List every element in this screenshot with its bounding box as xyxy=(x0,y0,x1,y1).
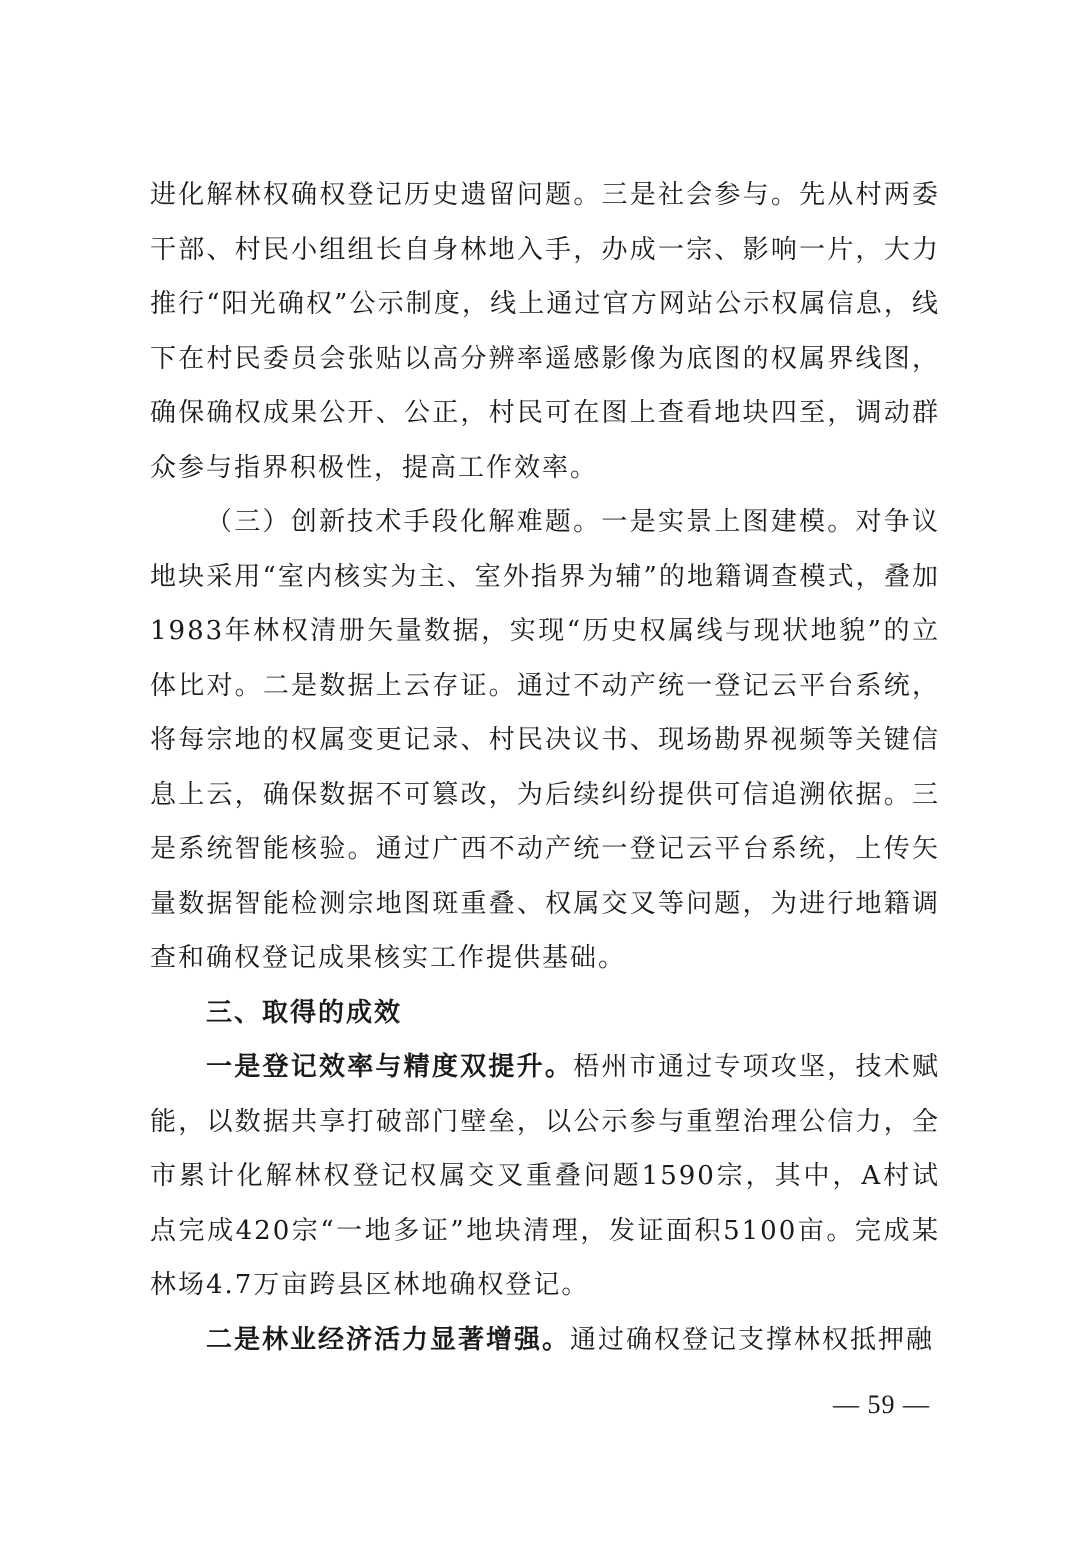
paragraph-tech-innovation: （三）创新技术手段化解难题。一是实景上图建模。对争议地块采用“室内核实为主、室外指界为辅”的地籍调查模式，叠加1983年林权清册矢量数据，实现“历史权属线与现状地貌”的立体比对。二是数据上云存证。通过不动产统一登记云平台系统，将每宗地的权属变更记录、村民决议书、现场勘界视频等关键信息上云，确保数据不可篡改，为后续纠纷提供可信追溯依据。三是系统智能核验。通过广西不动产统一登记云平台系统，上传矢量数据智能检测宗地图斑重叠、权属交叉等问题，为进行地籍调查和确权登记成果核实工作提供基础。 xyxy=(150,507,940,973)
document-body xyxy=(150,168,940,1367)
result-2-body: 通过确权登记支撑林权抵押融 xyxy=(570,1324,935,1355)
paragraph-social-participation: 进化解林权确权登记历史遗留问题。三是社会参与。先从村两委干部、村民小组组长自身林地入手，办成一宗、影响一片，大力推行“阳光确权”公示制度，线上通过官方网站公示权属信息，线下在村民委员会张贴以高分辨率遥感影像为底图的权属界线图，确保确权成果公开、公正，村民可在图上查看地块四至，调动群众参与指界积极性，提高工作效率。 xyxy=(150,180,940,483)
paragraph-result-1 xyxy=(150,1040,940,1313)
result-1-body: 梧州市通过专项攻坚，技术赋能，以数据共享打破部门壁垒，以公示参与重塑治理公信力，全市累计化解林权登记权属交叉重叠问题1590宗，其中，A村试点完成420宗“一地多证”地块清理，发证面积5100亩。完成某林场4.7万亩跨县区林地确权登记。 xyxy=(150,1052,940,1300)
paragraph-result-2 xyxy=(150,1313,940,1368)
result-2-lead: 二是林业经济活力显著增强。 xyxy=(206,1324,571,1355)
page-number: — 59 — xyxy=(833,1390,930,1419)
result-1-lead: 一是登记效率与精度双提升。 xyxy=(206,1052,574,1082)
section-heading: 三、取得的成效 xyxy=(206,997,403,1028)
